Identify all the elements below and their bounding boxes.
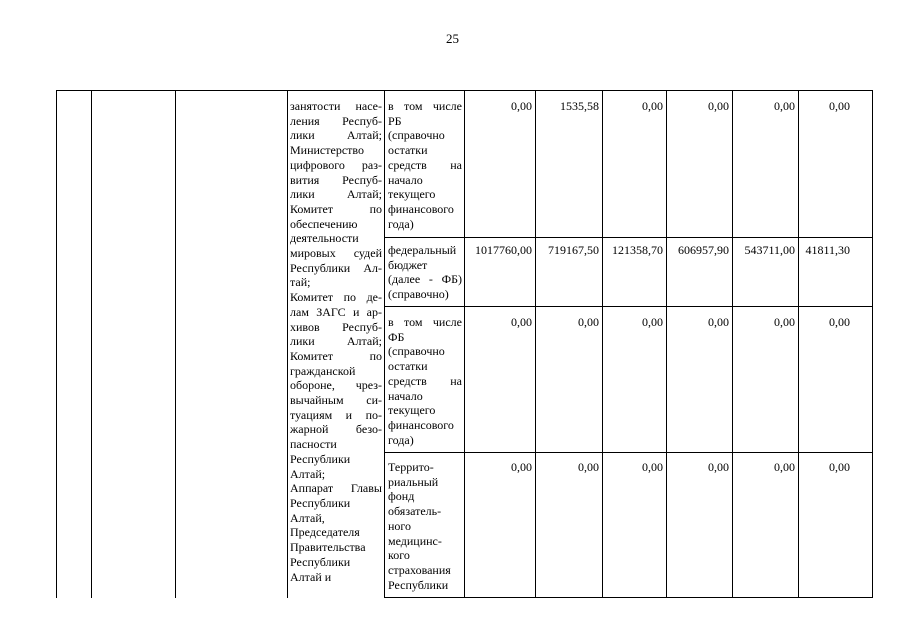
text-line: Комитет по	[290, 348, 382, 363]
column-divider	[464, 91, 465, 598]
value-cell: 0,00	[578, 460, 599, 474]
text-line: ления Респуб-	[290, 113, 382, 128]
text-line: Комитет по де-	[290, 290, 382, 305]
column-divider	[384, 91, 385, 598]
row-divider	[384, 237, 873, 238]
column-divider	[91, 91, 92, 598]
text-line: страхования	[388, 562, 451, 577]
table-border-right	[872, 91, 873, 598]
text-line: РБ	[388, 113, 402, 128]
text-line: мировых судей	[290, 246, 382, 261]
row-divider	[384, 597, 873, 598]
funding-source-cell	[388, 243, 462, 302]
text-line: остатки	[388, 359, 428, 374]
text-line: начало	[388, 388, 423, 403]
text-line: финансового	[388, 417, 454, 432]
value-cell: 0,00	[642, 460, 663, 474]
text-line: начало	[388, 172, 423, 187]
table-border-left	[56, 91, 57, 598]
text-line: гражданской	[290, 363, 356, 378]
text-line: Республики	[290, 451, 351, 466]
value-cell: 1017760,00	[475, 243, 532, 257]
column-divider	[175, 91, 176, 598]
value-cell: 1535,58	[560, 99, 599, 113]
value-cell: 543711,00	[744, 243, 795, 257]
text-line: текущего	[388, 403, 436, 418]
value-cell: 606957,90	[678, 243, 729, 257]
funding-source-cell	[388, 315, 462, 447]
text-line: деятельности	[290, 231, 359, 246]
executors-cell	[290, 99, 382, 584]
value-cell: 719167,50	[548, 243, 599, 257]
column-divider	[602, 91, 603, 598]
text-line: медицинс-	[388, 533, 442, 548]
text-line: риальный	[388, 474, 439, 489]
value-cell: 121358,70	[612, 243, 663, 257]
text-line: занятости насе-	[290, 99, 382, 113]
column-divider	[535, 91, 536, 598]
value-cell: 0,00	[642, 315, 663, 329]
text-line: вычайным си-	[290, 393, 382, 408]
text-line: хивов Респуб-	[290, 319, 382, 334]
text-line: в том числе	[388, 99, 462, 113]
text-line: лики Алтай;	[290, 128, 382, 143]
text-line: средств на	[388, 373, 462, 388]
text-line: пасности	[290, 437, 337, 452]
text-line: обороне, чрез-	[290, 378, 382, 393]
text-line: жарной безо-	[290, 422, 382, 437]
column-divider	[732, 91, 733, 598]
text-line: бюджет	[388, 257, 428, 272]
value-cell: 0,00	[829, 99, 850, 113]
text-line: Комитет по	[290, 201, 382, 216]
text-line: Республики	[290, 495, 351, 510]
text-line: федеральный	[388, 243, 457, 257]
value-cell: 0,00	[774, 99, 795, 113]
text-line: Председателя	[290, 525, 360, 540]
value-cell: 0,00	[511, 315, 532, 329]
value-cell: 0,00	[511, 99, 532, 113]
text-line: тай;	[290, 275, 311, 290]
text-line: вития Респуб-	[290, 172, 382, 187]
budget-table	[56, 90, 873, 598]
value-cell: 0,00	[708, 460, 729, 474]
funding-source-cell	[388, 99, 462, 231]
text-line: Правительства	[290, 540, 366, 555]
value-cell: 0,00	[829, 460, 850, 474]
value-cell: 0,00	[774, 315, 795, 329]
value-cell: 0,00	[511, 460, 532, 474]
text-line: ФБ	[388, 329, 405, 344]
text-line: туациям и по-	[290, 407, 382, 422]
value-cell: 0,00	[708, 315, 729, 329]
text-line: Алтай и	[290, 569, 332, 584]
text-line: кого	[388, 548, 410, 563]
text-line: Республики	[290, 554, 351, 569]
column-divider	[287, 91, 288, 598]
text-line: (далее - ФБ)	[388, 272, 462, 287]
row-divider	[384, 452, 873, 453]
text-line: лики Алтай;	[290, 187, 382, 202]
text-line: ного	[388, 518, 412, 533]
text-line: года)	[388, 432, 414, 447]
text-line: средств на	[388, 157, 462, 172]
text-line: Алтай,	[290, 510, 325, 525]
text-line: обязатель-	[388, 504, 442, 519]
value-cell: 0,00	[642, 99, 663, 113]
text-line: Республики	[388, 577, 449, 592]
text-line: лики Алтай;	[290, 334, 382, 349]
column-divider	[798, 91, 799, 598]
text-line: текущего	[388, 187, 436, 202]
value-cell: 0,00	[829, 315, 850, 329]
funding-source-cell	[388, 460, 462, 592]
text-line: (справочно	[388, 128, 445, 143]
text-line: цифрового раз-	[290, 157, 382, 172]
text-line: Аппарат Главы	[290, 481, 382, 496]
value-cell: 0,00	[708, 99, 729, 113]
value-cell: 0,00	[578, 315, 599, 329]
column-divider	[666, 91, 667, 598]
text-line: Республики Ал-	[290, 260, 382, 275]
text-line: (справочно	[388, 344, 445, 359]
text-line: фонд	[388, 489, 415, 504]
row-divider	[384, 306, 873, 307]
value-cell: 0,00	[774, 460, 795, 474]
value-cell: 41811,30	[805, 243, 850, 257]
text-line: Министерство	[290, 143, 364, 158]
text-line: остатки	[388, 143, 428, 158]
text-line: финансового	[388, 201, 454, 216]
text-line: в том числе	[388, 315, 462, 329]
text-line: (справочно)	[388, 287, 449, 302]
text-line: лам ЗАГС и ар-	[290, 304, 382, 319]
text-line: года)	[388, 216, 414, 231]
text-line: Террито-	[388, 460, 434, 474]
page-number: 25	[446, 31, 459, 46]
text-line: обеспечению	[290, 216, 358, 231]
text-line: Алтай;	[290, 466, 326, 481]
